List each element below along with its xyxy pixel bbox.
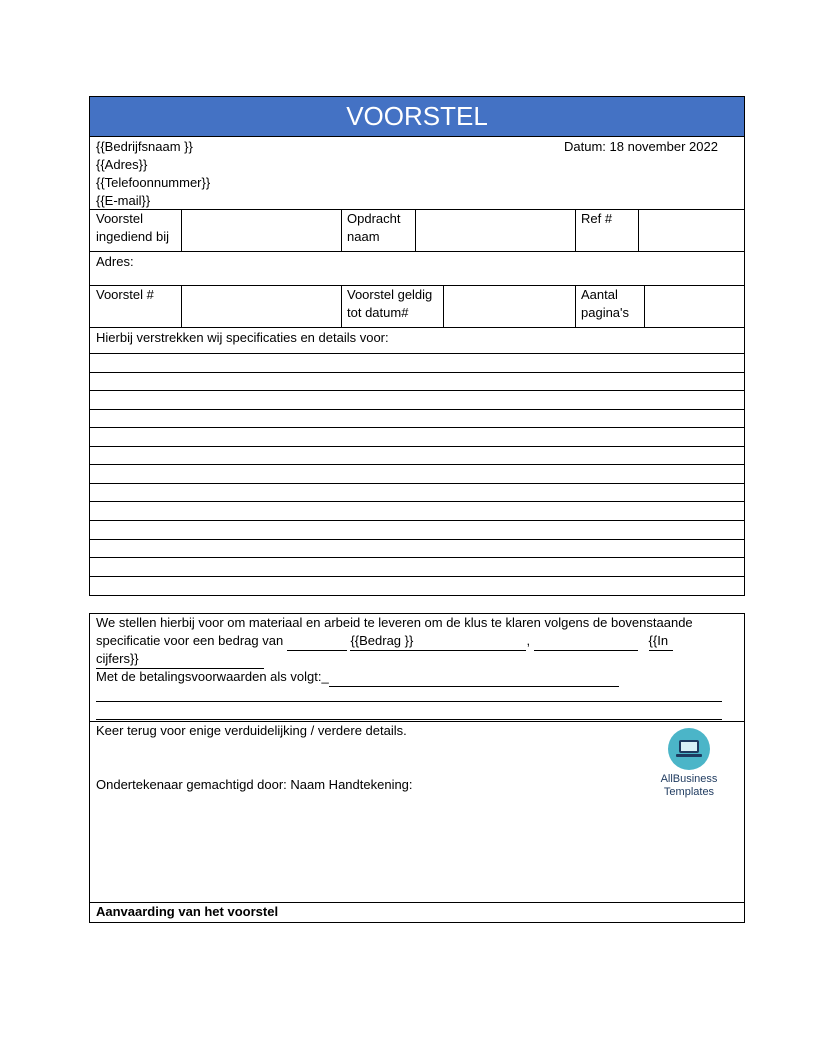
spec-line[interactable] <box>90 501 744 502</box>
row-divider <box>90 209 744 210</box>
pages-label: Aantal pagina's <box>581 287 630 320</box>
offer-text-line1: We stellen hierbij voor om materiaal en arbeid te leveren om de klus te klaren volgens de bovenstaande <box>96 615 693 630</box>
company-address-field[interactable]: {{Adres}} <box>96 157 148 172</box>
column-divider <box>644 285 645 327</box>
spec-line[interactable] <box>90 427 744 428</box>
payment-terms-field[interactable] <box>329 668 619 687</box>
acceptance-title: Aanvaarding van het voorstel <box>96 904 279 919</box>
company-email-field[interactable]: {{E-mail}} <box>96 193 151 208</box>
spec-line[interactable] <box>90 353 744 354</box>
specifications-intro: Hierbij verstrekken wij specificaties en details voor: <box>96 330 389 345</box>
row-divider <box>90 251 744 252</box>
payment-terms-line-3[interactable] <box>96 719 722 720</box>
page-title: VOORSTEL <box>90 97 744 137</box>
ref-label: Ref # <box>581 211 613 226</box>
offer-text-line3 <box>96 650 264 669</box>
column-divider <box>341 285 342 327</box>
column-divider <box>415 209 416 251</box>
contact-note: Keer terug voor enige verduidelijking / verdere details. <box>96 723 407 738</box>
offer-form <box>89 613 745 923</box>
payment-terms-line: Met de betalingsvoorwaarden als volgt:_ <box>96 668 619 687</box>
job-name-label: Opdracht naam <box>347 211 401 244</box>
payment-terms-line-2[interactable] <box>96 701 722 702</box>
company-name-field[interactable]: {{Bedrijfsnaam }} <box>96 139 193 154</box>
valid-until-label: Voorstel geldig tot datum# <box>347 287 433 320</box>
column-divider <box>181 209 182 251</box>
laptop-icon <box>668 728 710 770</box>
column-divider <box>341 209 342 251</box>
proposal-number-label: Voorstel # <box>96 287 154 302</box>
spec-line[interactable] <box>90 464 744 465</box>
proposal-form <box>89 96 745 596</box>
allbusiness-logo <box>656 728 722 799</box>
spec-line[interactable] <box>90 390 744 391</box>
amount-figures-field[interactable]: {{In <box>649 632 673 651</box>
date-field[interactable]: Datum: 18 november 2022 <box>564 139 718 154</box>
address-label: Adres: <box>96 254 134 269</box>
spec-line[interactable] <box>90 539 744 540</box>
spec-line[interactable] <box>90 576 744 577</box>
spec-line[interactable] <box>90 520 744 521</box>
column-divider <box>443 285 444 327</box>
column-divider <box>181 285 182 327</box>
authorized-signer-label: Ondertekenaar gemachtigd door: Naam Handtekening: <box>96 777 413 792</box>
amount-field[interactable]: {{Bedrag }} <box>350 632 526 651</box>
spec-line[interactable] <box>90 372 744 373</box>
company-phone-field[interactable]: {{Telefoonnummer}} <box>96 175 211 190</box>
row-divider <box>90 327 744 328</box>
spec-line[interactable] <box>90 446 744 447</box>
column-divider <box>575 209 576 251</box>
column-divider <box>575 285 576 327</box>
spec-line[interactable] <box>90 483 744 484</box>
amount-words-blank[interactable] <box>534 632 638 651</box>
offer-text-line2: specificatie voor een bedrag van {{Bedrag }} , {{In <box>96 632 673 651</box>
spec-line[interactable] <box>90 409 744 410</box>
submitted-by-label: Voorstel ingediend bij <box>96 211 170 244</box>
spec-line[interactable] <box>90 557 744 558</box>
logo-text: AllBusiness Templates <box>660 773 718 798</box>
column-divider <box>638 209 639 251</box>
amount-figures-field-cont[interactable]: cijfers}} <box>96 650 264 669</box>
amount-blank[interactable] <box>287 632 347 651</box>
